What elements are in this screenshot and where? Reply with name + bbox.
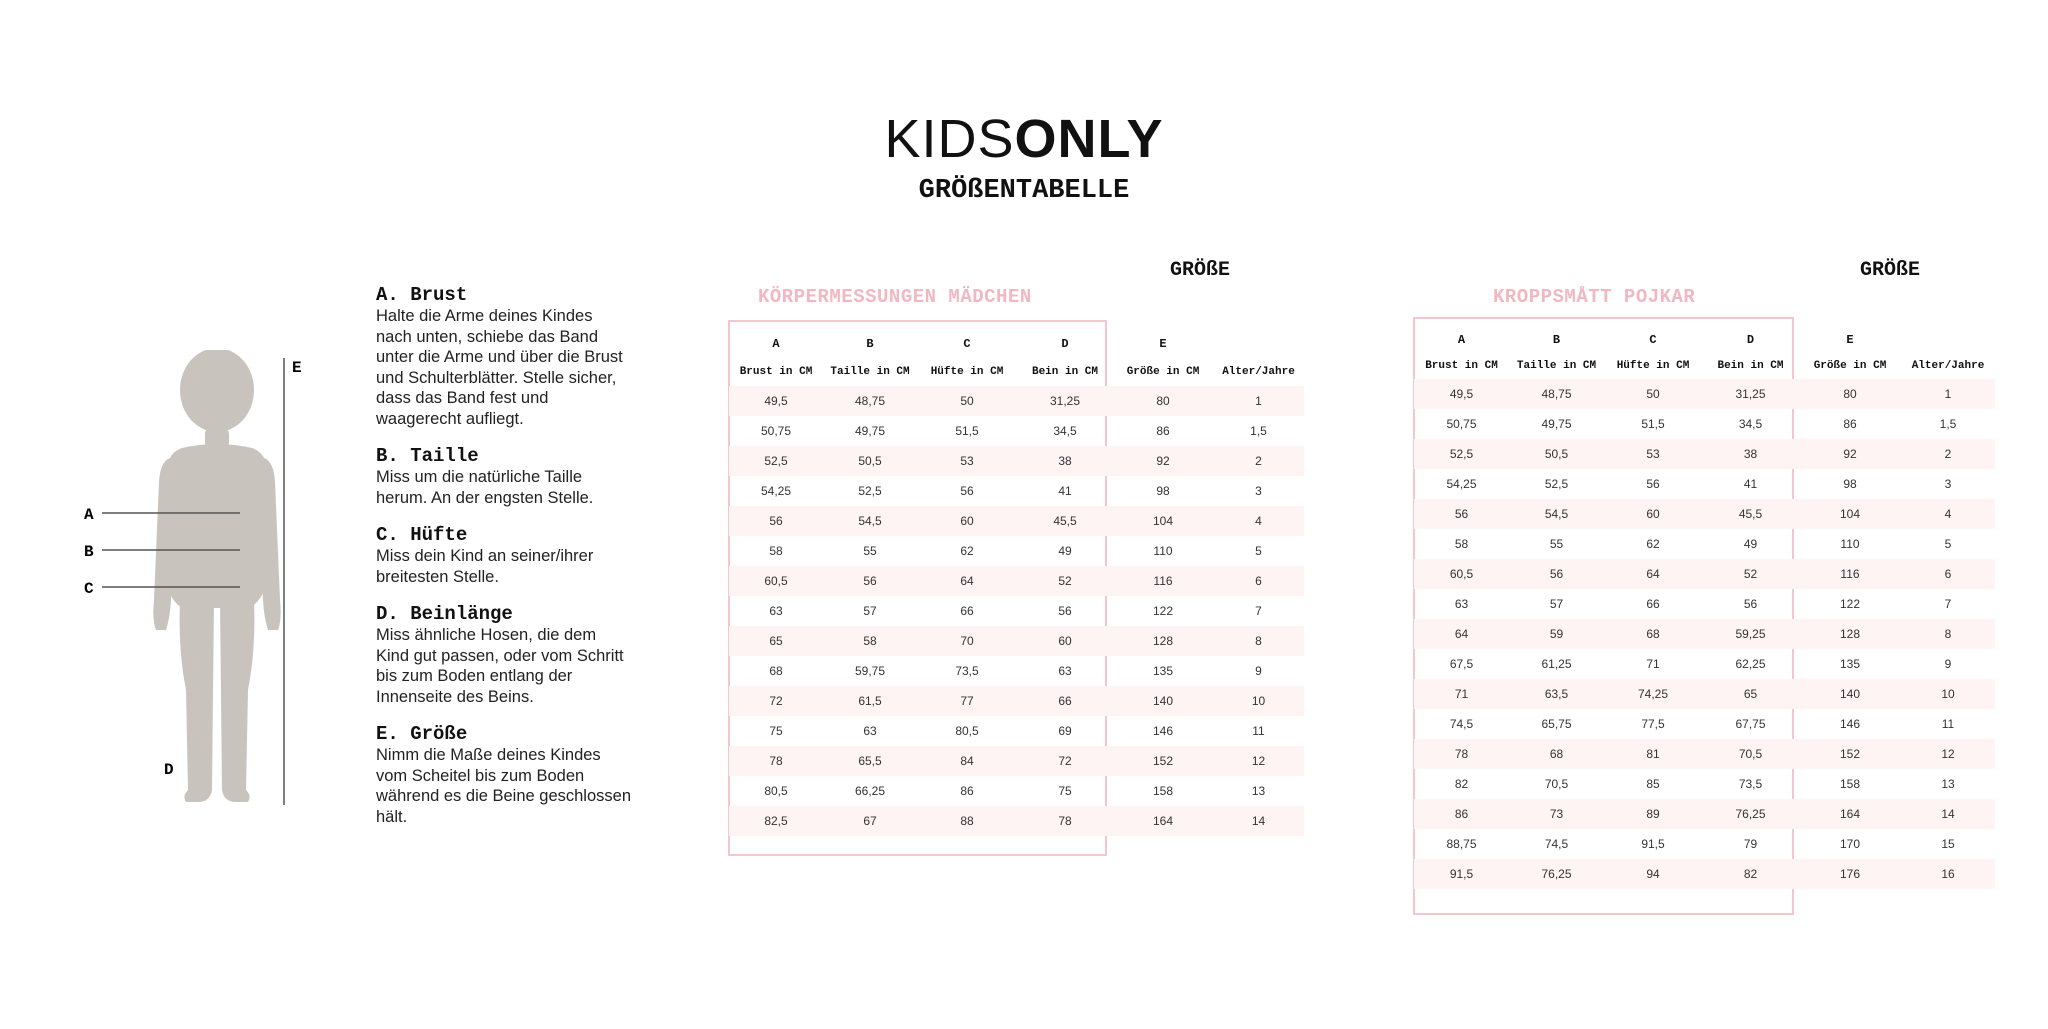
table-cell: 61,25 bbox=[1541, 657, 1572, 671]
table-cell: 49,5 bbox=[1414, 379, 1509, 409]
girls-section-title: KÖRPERMESSUNGEN MÄDCHEN bbox=[758, 286, 1032, 308]
table-cell: 91,5 bbox=[1414, 859, 1509, 889]
table-cell: 66 bbox=[1017, 686, 1113, 716]
table-row bbox=[1414, 469, 1995, 499]
label-c: C bbox=[84, 580, 94, 598]
table-cell: 72 bbox=[729, 686, 823, 716]
column-header: Taille in CM bbox=[1516, 360, 1597, 372]
table-cell: 59,75 bbox=[854, 664, 886, 678]
table-cell: 38 bbox=[1017, 446, 1113, 476]
table-cell: 164 bbox=[1113, 806, 1213, 836]
table-cell: 170 bbox=[1839, 837, 1861, 851]
column-header: Bein in CM bbox=[1717, 360, 1784, 372]
table-row bbox=[1414, 409, 1995, 439]
boys-section-title: KROPPSMÅTT POJKAR bbox=[1493, 286, 1696, 308]
table-row bbox=[1414, 859, 1995, 889]
table-cell: 62 bbox=[960, 544, 974, 558]
table-cell: 34,5 bbox=[1738, 417, 1763, 431]
column-header: Bein in CM bbox=[1031, 366, 1098, 378]
table-cell: 49 bbox=[1743, 537, 1758, 551]
table-cell: 158 bbox=[1839, 777, 1861, 791]
table-cell: 71 bbox=[1646, 657, 1660, 671]
table-cell: 63 bbox=[863, 724, 877, 738]
table-cell: 59,25 bbox=[1702, 619, 1799, 649]
table-cell: 77 bbox=[917, 686, 1017, 716]
table-cell: 68 bbox=[1604, 619, 1702, 649]
table-cell: 60,5 bbox=[729, 566, 823, 596]
column-header: Alter/Jahre bbox=[1911, 360, 1985, 372]
table-cell: 69 bbox=[1058, 724, 1072, 738]
table-cell: 140 bbox=[1799, 679, 1901, 709]
table-row bbox=[729, 806, 1304, 836]
table-cell: 7 bbox=[1255, 604, 1262, 618]
table-cell: 2 bbox=[1901, 439, 1995, 469]
table-cell: 52,5 bbox=[729, 446, 823, 476]
table-cell: 56 bbox=[1509, 559, 1604, 589]
table-cell: 135 bbox=[1152, 664, 1174, 678]
table-cell: 92 bbox=[1799, 439, 1901, 469]
table-cell: 70 bbox=[917, 626, 1017, 656]
instruction-text: Miss dein Kind an seiner/ihrer breitesten Stelle. bbox=[376, 547, 594, 586]
table-cell: 80,5 bbox=[764, 784, 788, 798]
table-cell: 51,5 bbox=[1641, 417, 1665, 431]
table-cell: 1,5 bbox=[1939, 417, 1957, 431]
table-cell: 92 bbox=[1113, 446, 1213, 476]
table-cell: 11 bbox=[1941, 717, 1955, 731]
instruction-title: A. Brust bbox=[376, 284, 468, 306]
label-e: E bbox=[292, 359, 302, 377]
table-cell: 56 bbox=[1058, 604, 1072, 618]
table-cell: 60 bbox=[917, 506, 1017, 536]
header-row bbox=[729, 358, 1304, 386]
table-cell: 72 bbox=[1017, 746, 1113, 776]
table-cell: 86 bbox=[1414, 799, 1509, 829]
table-row bbox=[1414, 529, 1995, 559]
table-cell: 45,5 bbox=[1702, 499, 1799, 529]
table-cell: 61,5 bbox=[823, 686, 917, 716]
table-row bbox=[729, 416, 1304, 446]
table-cell: 66,25 bbox=[854, 784, 886, 798]
table-cell: 56 bbox=[1743, 597, 1758, 611]
table-cell: 158 bbox=[1152, 784, 1174, 798]
table-cell: 82 bbox=[1702, 859, 1799, 889]
table-cell: 56 bbox=[1646, 477, 1660, 491]
table-cell: 54,5 bbox=[823, 506, 917, 536]
table-cell: 6 bbox=[1213, 566, 1304, 596]
column-letter-row bbox=[729, 330, 1304, 358]
table-row bbox=[729, 446, 1304, 476]
column-header: Hüfte in CM bbox=[1616, 360, 1690, 372]
table-cell: 68 bbox=[1509, 739, 1604, 769]
header-row bbox=[1414, 353, 1995, 379]
table-cell: 74,5 bbox=[1449, 717, 1474, 731]
table-cell: 76,25 bbox=[1509, 859, 1604, 889]
table-cell: 64 bbox=[1604, 559, 1702, 589]
table-row bbox=[729, 776, 1304, 806]
table-cell: 51,5 bbox=[955, 424, 979, 438]
table-cell: 55 bbox=[1549, 537, 1564, 551]
table-cell: 49 bbox=[1058, 544, 1072, 558]
table-cell: 52,5 bbox=[1414, 439, 1509, 469]
table-cell: 16 bbox=[1901, 859, 1995, 889]
table-cell: 98 bbox=[1156, 484, 1170, 498]
table-cell: 10 bbox=[1213, 686, 1304, 716]
table-cell: 135 bbox=[1839, 657, 1861, 671]
column-letter: C bbox=[1649, 333, 1657, 347]
table-cell: 13 bbox=[1251, 784, 1266, 798]
table-row bbox=[1414, 829, 1995, 859]
table-cell: 53 bbox=[1604, 439, 1702, 469]
table-cell: 70,5 bbox=[1702, 739, 1799, 769]
table-cell: 10 bbox=[1901, 679, 1995, 709]
table-cell: 50,75 bbox=[760, 424, 792, 438]
table-cell: 73,5 bbox=[955, 664, 979, 678]
table-cell: 80,5 bbox=[955, 724, 979, 738]
table-cell: 41 bbox=[1058, 484, 1072, 498]
table-cell: 3 bbox=[1944, 477, 1952, 491]
table-row bbox=[1414, 709, 1995, 739]
table-cell: 146 bbox=[1839, 717, 1861, 731]
column-header: Alter/Jahre bbox=[1222, 366, 1295, 378]
table-cell: 1,5 bbox=[1250, 424, 1267, 438]
table-cell: 152 bbox=[1799, 739, 1901, 769]
table-cell: 56 bbox=[729, 506, 823, 536]
table-cell: 164 bbox=[1799, 799, 1901, 829]
instruction-title: B. Taille bbox=[376, 445, 479, 467]
table-cell: 48,75 bbox=[1509, 379, 1604, 409]
table-cell: 63 bbox=[769, 604, 783, 618]
table-cell: 2 bbox=[1213, 446, 1304, 476]
table-cell: 86 bbox=[1843, 417, 1857, 431]
boys-size-title: GRÖßE bbox=[1860, 259, 1921, 282]
table-cell: 81 bbox=[1604, 739, 1702, 769]
column-letter: D bbox=[1746, 333, 1755, 347]
table-cell: 79 bbox=[1743, 837, 1758, 851]
table-cell: 78 bbox=[729, 746, 823, 776]
table-cell: 128 bbox=[1113, 626, 1213, 656]
table-cell: 74,5 bbox=[1544, 837, 1569, 851]
table-cell: 55 bbox=[863, 544, 877, 558]
table-cell: 67 bbox=[823, 806, 917, 836]
instruction-text: Miss ähnliche Hosen, die dem Kind gut passen, oder vom Schritt bis zum Boden entlang der Innenseite des Beins. bbox=[376, 626, 624, 706]
table-cell: 50,5 bbox=[823, 446, 917, 476]
table-cell: 50,5 bbox=[1509, 439, 1604, 469]
table-cell: 86 bbox=[1156, 424, 1170, 438]
table-cell: 73,5 bbox=[1738, 777, 1763, 791]
table-cell: 12 bbox=[1213, 746, 1304, 776]
table-row bbox=[729, 746, 1304, 776]
column-letter bbox=[1901, 327, 1995, 353]
logo-light-text: KIDS bbox=[884, 109, 1015, 169]
table-cell: 41 bbox=[1743, 477, 1758, 491]
table-cell: 80 bbox=[1113, 386, 1213, 416]
table-cell: 91,5 bbox=[1641, 837, 1665, 851]
table-cell: 68 bbox=[769, 664, 783, 678]
table-row bbox=[1414, 619, 1995, 649]
table-row bbox=[729, 656, 1304, 686]
table-cell: 48,75 bbox=[823, 386, 917, 416]
label-b: B bbox=[84, 543, 94, 561]
table-cell: 128 bbox=[1799, 619, 1901, 649]
table-cell: 57 bbox=[1549, 597, 1564, 611]
table-cell: 52 bbox=[1702, 559, 1799, 589]
table-cell: 5 bbox=[1944, 537, 1952, 551]
column-letter: B bbox=[1552, 333, 1561, 347]
table-row bbox=[1414, 649, 1995, 679]
table-cell: 34,5 bbox=[1053, 424, 1077, 438]
column-letter: A bbox=[772, 337, 780, 351]
column-letter: B bbox=[866, 337, 874, 351]
instruction-title: E. Größe bbox=[376, 723, 468, 745]
table-row bbox=[1414, 769, 1995, 799]
column-letter: D bbox=[1061, 337, 1069, 351]
table-row bbox=[1414, 559, 1995, 589]
column-header: Brust in CM bbox=[739, 366, 813, 378]
table-cell: 70,5 bbox=[1544, 777, 1569, 791]
table-row bbox=[729, 386, 1304, 416]
table-cell: 58 bbox=[823, 626, 917, 656]
table-cell: 50 bbox=[1604, 379, 1702, 409]
table-cell: 80 bbox=[1799, 379, 1901, 409]
table-cell: 6 bbox=[1901, 559, 1995, 589]
table-cell: 73 bbox=[1509, 799, 1604, 829]
column-letter-row bbox=[1414, 327, 1995, 353]
column-letter: E bbox=[1846, 333, 1854, 347]
table-cell: 65 bbox=[1702, 679, 1799, 709]
table-cell: 66 bbox=[960, 604, 974, 618]
table-cell: 3 bbox=[1255, 484, 1262, 498]
column-letter: C bbox=[963, 337, 971, 351]
table-cell: 9 bbox=[1944, 657, 1952, 671]
table-cell: 14 bbox=[1213, 806, 1304, 836]
child-silhouette-icon bbox=[153, 350, 280, 802]
table-cell: 67,5 bbox=[1449, 657, 1474, 671]
column-header: Brust in CM bbox=[1425, 360, 1498, 372]
label-d: D bbox=[164, 761, 174, 779]
table-cell: 75 bbox=[1058, 784, 1072, 798]
brand-logo bbox=[0, 108, 2048, 170]
table-cell: 8 bbox=[1901, 619, 1995, 649]
table-cell: 53 bbox=[917, 446, 1017, 476]
table-cell: 146 bbox=[1152, 724, 1174, 738]
table-cell: 50,75 bbox=[1446, 417, 1477, 431]
label-a: A bbox=[84, 506, 94, 524]
table-cell: 38 bbox=[1702, 439, 1799, 469]
instruction-title: C. Hüfte bbox=[376, 524, 468, 546]
table-row bbox=[729, 626, 1304, 656]
table-row bbox=[1414, 739, 1995, 769]
instruction-text: Halte die Arme deines Kindes nach unten, schiebe das Band unter die Arme und über die Brust und Schulterblätter. Stelle sicher, dass das Band fest und waagerecht aufliegt. bbox=[376, 307, 623, 428]
table-cell: 60 bbox=[1604, 499, 1702, 529]
instruction-text: Nimm die Maße deines Kindes vom Scheitel bis zum Boden während es die Beine geschlossen hält. bbox=[376, 746, 632, 826]
table-cell: 76,25 bbox=[1702, 799, 1799, 829]
instruction-waist bbox=[376, 445, 631, 508]
column-letter: E bbox=[1159, 337, 1167, 351]
table-cell: 13 bbox=[1941, 777, 1955, 791]
instruction-height bbox=[376, 723, 631, 827]
table-cell: 54,5 bbox=[1509, 499, 1604, 529]
table-cell: 52,5 bbox=[1544, 477, 1569, 491]
table-cell: 63,5 bbox=[1509, 679, 1604, 709]
column-header: Größe in CM bbox=[1813, 360, 1887, 372]
column-header: Hüfte in CM bbox=[930, 366, 1004, 378]
table-row bbox=[729, 716, 1304, 746]
girls-size-table bbox=[729, 330, 1304, 836]
column-header: Größe in CM bbox=[1126, 366, 1200, 378]
table-cell: 71 bbox=[1414, 679, 1509, 709]
table-cell: 88,75 bbox=[1446, 837, 1477, 851]
table-cell: 75 bbox=[769, 724, 783, 738]
table-cell: 89 bbox=[1604, 799, 1702, 829]
table-cell: 31,25 bbox=[1702, 379, 1799, 409]
instruction-leg-length bbox=[376, 603, 631, 707]
table-cell: 56 bbox=[1414, 499, 1509, 529]
table-row bbox=[729, 686, 1304, 716]
table-row bbox=[1414, 799, 1995, 829]
table-row bbox=[1414, 439, 1995, 469]
table-cell: 65 bbox=[729, 626, 823, 656]
table-cell: 110 bbox=[1153, 544, 1173, 558]
table-cell: 56 bbox=[823, 566, 917, 596]
table-cell: 78 bbox=[1414, 739, 1509, 769]
table-cell: 152 bbox=[1113, 746, 1213, 776]
table-cell: 82,5 bbox=[729, 806, 823, 836]
page-title: GRÖßENTABELLE bbox=[918, 176, 1130, 206]
table-cell: 77,5 bbox=[1641, 717, 1665, 731]
table-cell: 54,25 bbox=[1446, 477, 1477, 491]
instruction-text: Miss um die natürliche Taille herum. An der engsten Stelle. bbox=[376, 468, 594, 507]
table-cell: 82 bbox=[1454, 777, 1469, 791]
table-cell: 4 bbox=[1901, 499, 1995, 529]
table-cell: 60 bbox=[1017, 626, 1113, 656]
table-cell: 63 bbox=[1454, 597, 1469, 611]
instruction-chest bbox=[376, 284, 631, 429]
table-cell: 104 bbox=[1799, 499, 1901, 529]
column-header: Taille in CM bbox=[830, 366, 910, 378]
table-cell: 9 bbox=[1255, 664, 1262, 678]
table-cell: 110 bbox=[1840, 537, 1860, 551]
table-cell: 65,5 bbox=[823, 746, 917, 776]
instruction-title: D. Beinlänge bbox=[376, 603, 513, 625]
table-cell: 94 bbox=[1604, 859, 1702, 889]
table-cell: 5 bbox=[1255, 544, 1262, 558]
table-row bbox=[729, 476, 1304, 506]
table-cell: 64 bbox=[917, 566, 1017, 596]
boys-size-table bbox=[1414, 327, 1995, 889]
table-cell: 84 bbox=[917, 746, 1017, 776]
table-cell: 98 bbox=[1843, 477, 1857, 491]
table-row bbox=[1414, 679, 1995, 709]
table-cell: 104 bbox=[1113, 506, 1213, 536]
table-cell: 49,75 bbox=[1541, 417, 1572, 431]
table-cell: 62,25 bbox=[1735, 657, 1766, 671]
table-cell: 86 bbox=[960, 784, 974, 798]
table-cell: 31,25 bbox=[1017, 386, 1113, 416]
table-cell: 14 bbox=[1901, 799, 1995, 829]
table-cell: 56 bbox=[960, 484, 974, 498]
table-cell: 49,5 bbox=[729, 386, 823, 416]
table-cell: 85 bbox=[1646, 777, 1660, 791]
table-cell: 66 bbox=[1646, 597, 1660, 611]
table-row bbox=[729, 596, 1304, 626]
table-cell: 12 bbox=[1901, 739, 1995, 769]
table-cell: 62 bbox=[1646, 537, 1660, 551]
table-row bbox=[729, 506, 1304, 536]
table-cell: 15 bbox=[1941, 837, 1955, 851]
table-row bbox=[1414, 499, 1995, 529]
table-cell: 74,25 bbox=[1604, 679, 1702, 709]
table-cell: 45,5 bbox=[1017, 506, 1113, 536]
column-letter bbox=[1213, 330, 1304, 358]
table-cell: 116 bbox=[1799, 559, 1901, 589]
table-cell: 11 bbox=[1252, 724, 1265, 738]
table-cell: 8 bbox=[1213, 626, 1304, 656]
table-cell: 65,75 bbox=[1541, 717, 1572, 731]
column-letter: A bbox=[1457, 333, 1466, 347]
table-cell: 78 bbox=[1017, 806, 1113, 836]
logo-bold-text: ONLY bbox=[1014, 109, 1164, 169]
table-cell: 58 bbox=[1454, 537, 1469, 551]
table-cell: 176 bbox=[1799, 859, 1901, 889]
table-cell: 122 bbox=[1839, 597, 1861, 611]
table-cell: 49,75 bbox=[854, 424, 886, 438]
table-cell: 50 bbox=[917, 386, 1017, 416]
table-cell: 60,5 bbox=[1414, 559, 1509, 589]
measurement-instructions bbox=[376, 284, 631, 843]
table-row bbox=[1414, 379, 1995, 409]
table-cell: 122 bbox=[1152, 604, 1174, 618]
table-cell: 63 bbox=[1058, 664, 1072, 678]
table-cell: 67,75 bbox=[1735, 717, 1766, 731]
table-row bbox=[729, 566, 1304, 596]
table-cell: 1 bbox=[1901, 379, 1995, 409]
table-cell: 57 bbox=[863, 604, 877, 618]
table-cell: 4 bbox=[1213, 506, 1304, 536]
table-cell: 140 bbox=[1113, 686, 1213, 716]
table-cell: 116 bbox=[1113, 566, 1213, 596]
table-cell: 54,25 bbox=[760, 484, 792, 498]
table-cell: 7 bbox=[1944, 597, 1952, 611]
table-cell: 58 bbox=[769, 544, 783, 558]
table-cell: 88 bbox=[917, 806, 1017, 836]
table-row bbox=[729, 536, 1304, 566]
instruction-hip bbox=[376, 524, 631, 587]
table-cell: 59 bbox=[1509, 619, 1604, 649]
child-measurement-figure bbox=[70, 350, 350, 810]
girls-size-title: GRÖßE bbox=[1170, 259, 1231, 282]
table-cell: 64 bbox=[1414, 619, 1509, 649]
table-row bbox=[1414, 589, 1995, 619]
table-cell: 1 bbox=[1213, 386, 1304, 416]
table-cell: 52,5 bbox=[858, 484, 882, 498]
table-cell: 52 bbox=[1017, 566, 1113, 596]
